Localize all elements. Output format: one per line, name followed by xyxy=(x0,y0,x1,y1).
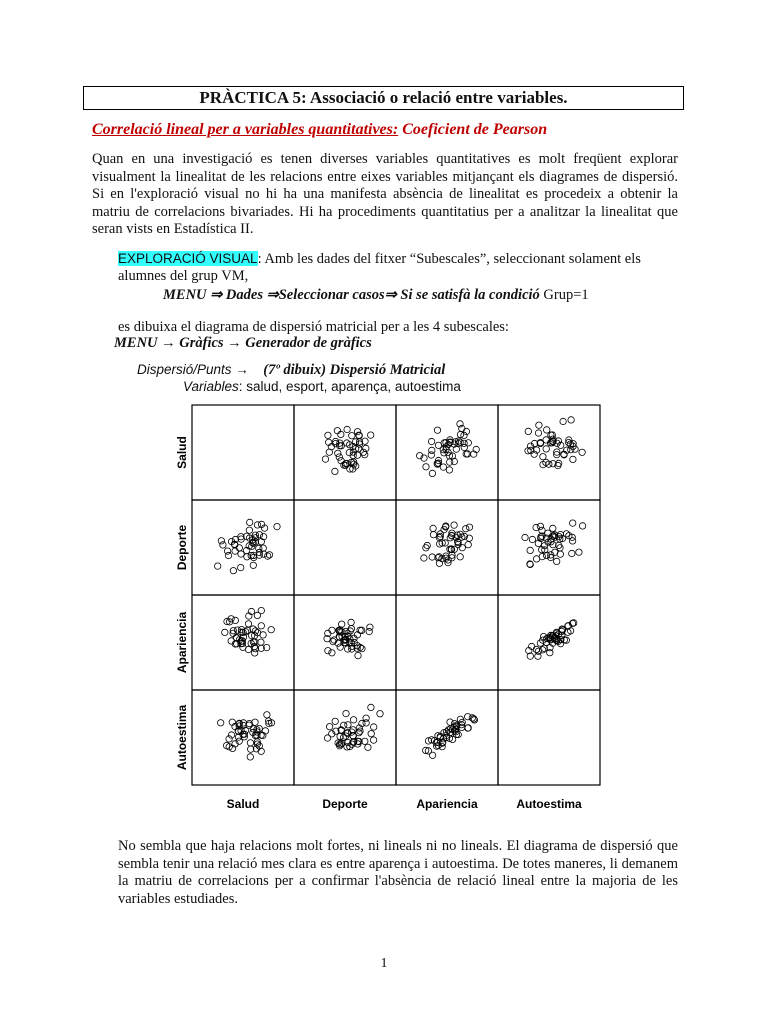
scatter-point xyxy=(371,724,377,730)
scatter-point xyxy=(568,417,574,423)
exploration-text-1: : Amb les dades del fitxer “Subescales”, seleccionant solament els xyxy=(257,251,641,267)
scatter-point xyxy=(265,553,271,559)
scatter-point xyxy=(434,427,440,433)
scatter-point xyxy=(343,710,349,716)
scatter-point xyxy=(421,555,427,561)
subtitle-tail: Coeficient de Pearson xyxy=(398,121,548,138)
scatter-point xyxy=(550,525,556,531)
scatter-point xyxy=(465,542,471,548)
scatter-point xyxy=(429,447,435,453)
scatter-point xyxy=(274,523,280,529)
scatter-point xyxy=(579,449,585,455)
scatter-point xyxy=(457,431,463,437)
scatter-point xyxy=(570,520,576,526)
x-label-salud: Salud xyxy=(226,797,260,811)
scatter-point xyxy=(355,652,361,658)
matrix-cell-salud-deporte xyxy=(294,405,396,500)
scatter-point xyxy=(377,711,383,717)
matrix-cell-apariencia-salud xyxy=(192,595,294,690)
step-label: Dispersió/Punts → xyxy=(137,362,249,377)
scatter-point xyxy=(365,744,371,750)
scatter-point xyxy=(258,639,264,645)
scatter-point xyxy=(363,715,369,721)
scatter-point xyxy=(336,454,342,460)
scatter-point xyxy=(264,712,270,718)
scatter-point xyxy=(222,629,228,635)
scatter-point xyxy=(548,432,554,438)
scatter-point xyxy=(329,627,335,633)
scatter-point xyxy=(261,551,267,557)
scatter-point xyxy=(245,621,251,627)
scatter-point xyxy=(354,429,360,435)
matrix-cell-deporte-salud xyxy=(192,500,294,595)
scatter-point xyxy=(225,552,231,558)
matrix-cell-autoestima-apariencia xyxy=(396,690,498,785)
scatter-point xyxy=(429,470,435,476)
scatter-point xyxy=(428,438,434,444)
scatter-point xyxy=(536,422,542,428)
scatter-point xyxy=(246,527,252,533)
scatter-point xyxy=(570,456,576,462)
matrix-cell-salud-autoestima xyxy=(498,405,600,500)
scatter-point xyxy=(329,650,335,656)
scatter-point xyxy=(220,542,226,548)
exploration-highlight: EXPLORACIÓ VISUAL xyxy=(118,251,258,266)
y-label-deporte: Deporte xyxy=(175,524,189,571)
scatter-point xyxy=(250,562,256,568)
variables-label: Variables xyxy=(183,379,239,394)
matrix-cell-deporte-autoestima xyxy=(498,500,600,595)
x-label-autoestima: Autoestima xyxy=(516,797,582,811)
scatter-point xyxy=(349,433,355,439)
step-matrix-scatter xyxy=(137,361,445,379)
scatter-point xyxy=(543,446,549,452)
scatter-point xyxy=(244,554,250,560)
scatter-point xyxy=(332,718,338,724)
scatter-point xyxy=(218,720,224,726)
scatter-point xyxy=(535,653,541,659)
scatter-point xyxy=(533,524,539,530)
scatterplot-matrix xyxy=(170,400,610,820)
scatter-point xyxy=(430,532,436,538)
scatter-point xyxy=(447,459,453,465)
menu-chart-builder: MENU → Gràfics → Generador de gràfics xyxy=(114,335,372,351)
scatter-point xyxy=(535,540,541,546)
scatter-point xyxy=(457,554,463,560)
scatter-point xyxy=(535,430,541,436)
scatter-point xyxy=(543,437,549,443)
scatter-point xyxy=(230,568,236,574)
scatter-point xyxy=(429,752,435,758)
scatter-point xyxy=(322,456,328,462)
scatter-point xyxy=(238,551,244,557)
scatter-point xyxy=(557,551,563,557)
scatter-point xyxy=(349,729,355,735)
scatter-point xyxy=(368,731,374,737)
scatter-point xyxy=(527,561,533,567)
menu-select-cases-path: MENU ⇒ Dades ⇒Seleccionar casos⇒ Si se satisfà la condició xyxy=(163,287,540,303)
scatter-point xyxy=(576,549,582,555)
scatter-point xyxy=(539,647,545,653)
conclusion-paragraph: No sembla que haja relacions molt fortes, ni lineals ni no lineals. El diagrama de dispersió que sembla tenir una relació mes clara es entre aparença i autoestima. De totes maneres, li demanem la matriu de correlacions per a confirmar l'absència de relació lineal entre la majoria de les variables estudiades. xyxy=(118,838,678,907)
scatter-point xyxy=(540,454,546,460)
x-label-deporte: Deporte xyxy=(322,797,368,811)
scatter-point xyxy=(325,432,331,438)
scatter-point xyxy=(268,627,274,633)
scatter-point xyxy=(350,717,356,723)
menu-select-cases xyxy=(163,287,589,304)
scatter-point xyxy=(435,442,441,448)
section-subtitle xyxy=(92,121,547,139)
menu-select-cases-condition: Grup=1 xyxy=(539,287,589,303)
scatter-point xyxy=(326,724,332,730)
scatter-point xyxy=(554,558,560,564)
scatter-point xyxy=(556,542,562,548)
variables-list: : salud, esport, aparença, autoestima xyxy=(238,379,461,394)
scatter-point xyxy=(218,538,224,544)
scatter-point xyxy=(247,519,253,525)
matrix-cell-deporte-deporte xyxy=(294,500,396,595)
exploration-line-3: es dibuixa el diagrama de dispersió matricial per a les 4 subescales: xyxy=(118,319,509,335)
scatter-point xyxy=(464,451,470,457)
matrix-cell-autoestima-deporte xyxy=(294,690,396,785)
step-bold: (7º dibuix) Dispersió Matricial xyxy=(263,362,446,378)
intro-paragraph: Quan en una investigació es tenen diverses variables quantitatives es molt freqüent explorar visualment la linealitat de les relacions entre eixes variables mitjançant els diagrames de dispersió. Si en l'exploració visual no hi ha una manifesta absència de linealitat es procedeix a obtenir la matriu de correlacions bivariades. Hi ha procediments quantitatius per a analitzar la linealitat que seran vists en Estadística II. xyxy=(92,151,678,238)
scatter-point xyxy=(527,547,533,553)
scatter-point xyxy=(447,719,453,725)
scatter-point xyxy=(368,704,374,710)
scatter-point xyxy=(238,564,244,570)
scatter-point xyxy=(465,714,471,720)
scatter-point xyxy=(258,623,264,629)
scatter-point xyxy=(579,523,585,529)
scatter-point xyxy=(525,428,531,434)
exploration-line-1 xyxy=(118,250,641,268)
scatter-point xyxy=(337,644,343,650)
scatter-point xyxy=(232,548,238,554)
scatter-point xyxy=(247,754,253,760)
scatter-point xyxy=(252,639,258,645)
scatter-point xyxy=(254,612,260,618)
scatter-point xyxy=(569,550,575,556)
y-label-salud: Salud xyxy=(175,436,189,469)
scatter-point xyxy=(461,444,467,450)
scatter-point xyxy=(368,432,374,438)
scatter-point xyxy=(325,648,331,654)
scatter-point xyxy=(370,737,376,743)
scatter-point xyxy=(256,545,262,551)
scatter-point xyxy=(529,536,535,542)
scatter-point xyxy=(537,523,543,529)
scatter-point xyxy=(549,432,555,438)
y-label-apariencia: Apariencia xyxy=(175,611,189,674)
y-label-autoestima: Autoestima xyxy=(175,704,189,771)
scatter-point xyxy=(560,418,566,424)
scatter-point xyxy=(215,563,221,569)
scatter-point xyxy=(250,639,256,645)
scatter-point xyxy=(332,468,338,474)
matrix-cell-autoestima-autoestima xyxy=(498,690,600,785)
exploration-line-2: alumnes del grup VM, xyxy=(118,268,249,284)
variables-line xyxy=(183,378,461,395)
scatter-point xyxy=(522,534,528,540)
page-title: PRÀCTICA 5: Associació o relació entre variables. xyxy=(83,86,684,110)
scatter-point xyxy=(539,553,545,559)
scatter-point xyxy=(423,464,429,470)
scatter-point xyxy=(324,735,330,741)
scatter-point xyxy=(533,646,539,652)
scatter-point xyxy=(459,545,465,551)
scatter-point xyxy=(463,526,469,532)
matrix-cell-salud-salud xyxy=(192,405,294,500)
scatter-point xyxy=(240,644,246,650)
scatter-point xyxy=(338,431,344,437)
scatter-point xyxy=(451,522,457,528)
scatter-point xyxy=(367,624,373,630)
scatter-point xyxy=(429,554,435,560)
scatter-point xyxy=(446,467,452,473)
matrix-cell-apariencia-apariencia xyxy=(396,595,498,690)
scatter-point xyxy=(356,433,362,439)
page-number: 1 xyxy=(380,956,388,971)
scatter-point xyxy=(224,548,230,554)
subtitle-underlined: Correlació lineal per a variables quantitatives: xyxy=(92,121,399,138)
x-label-apariencia: Apariencia xyxy=(416,797,478,811)
scatter-point xyxy=(236,545,242,551)
scatterplot-matrix-svg xyxy=(170,400,610,820)
scatter-point xyxy=(348,619,354,625)
scatter-point xyxy=(466,524,472,530)
scatter-point xyxy=(256,532,262,538)
scatter-point xyxy=(335,450,341,456)
scatter-point xyxy=(465,725,471,731)
scatter-point xyxy=(344,426,350,432)
scatter-point xyxy=(541,645,547,651)
scatter-point xyxy=(334,428,340,434)
scatter-point xyxy=(247,740,253,746)
scatter-point xyxy=(463,451,469,457)
scatter-point xyxy=(430,525,436,531)
scatter-point xyxy=(423,545,429,551)
scatter-point xyxy=(345,722,351,728)
